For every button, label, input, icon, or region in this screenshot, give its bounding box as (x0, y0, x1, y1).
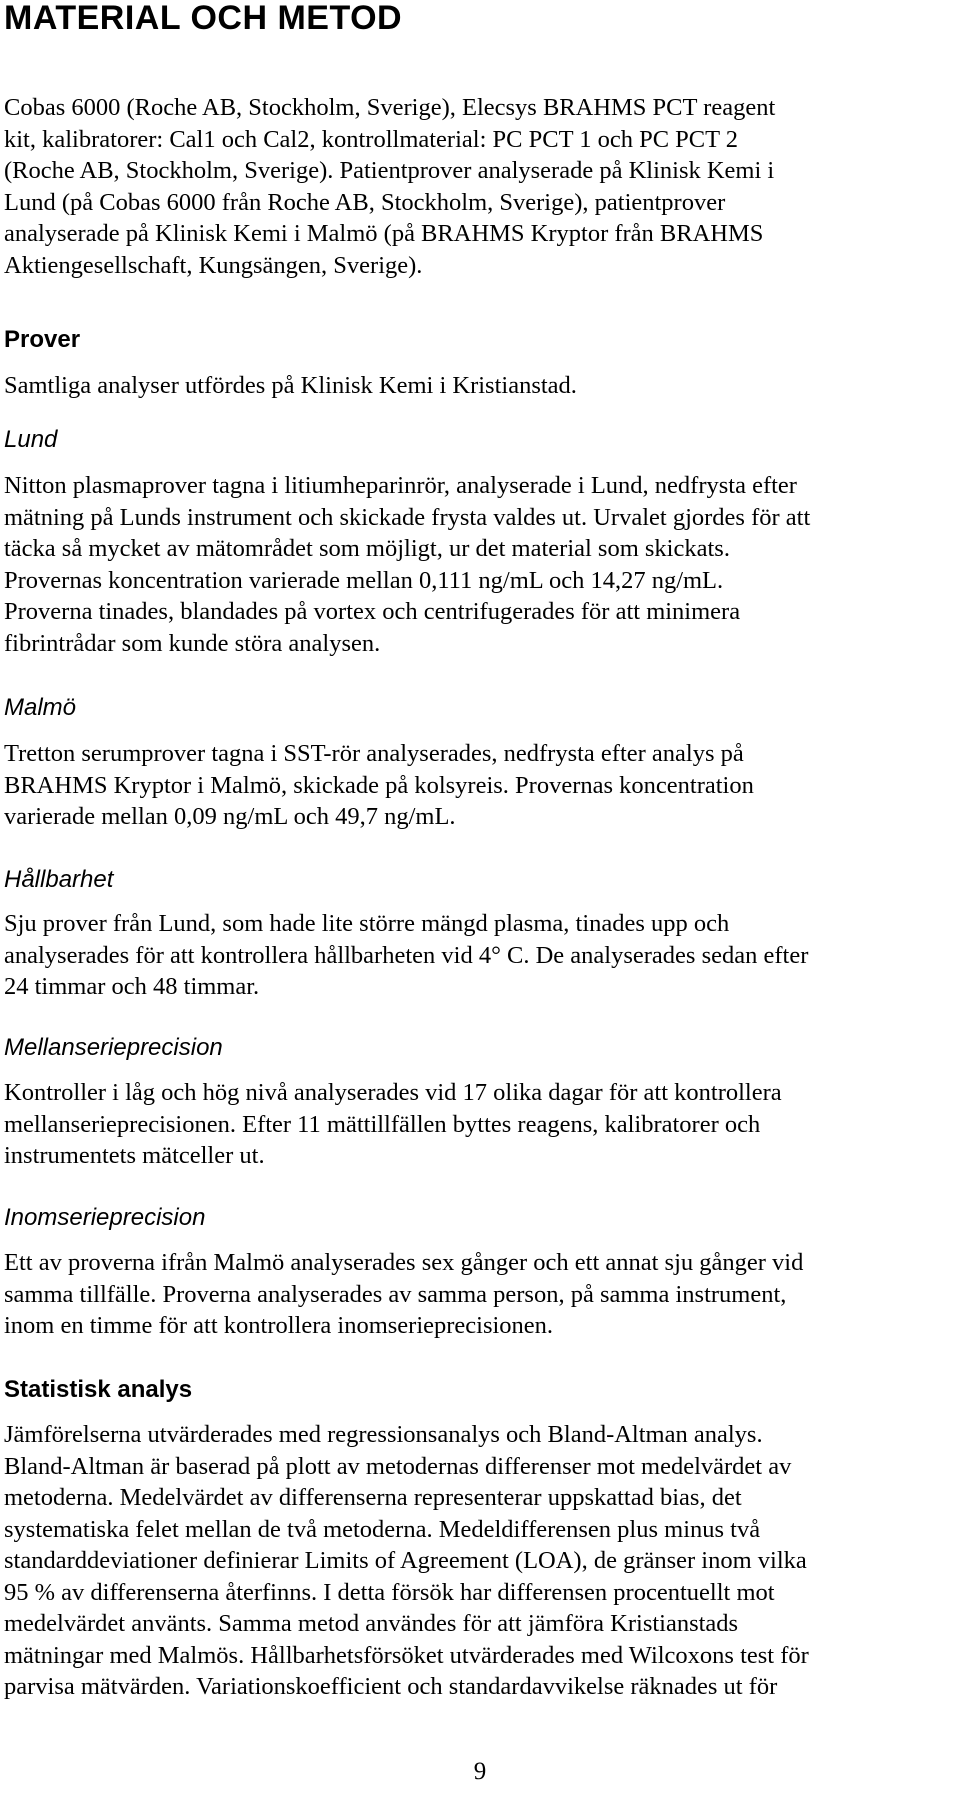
hallbarhet-line: 24 timmar och 48 timmar. (4, 973, 260, 1000)
statistisk-line: standarddeviationer definierar Limits of Agreement (LOA), de gränser inom vilka (4, 1547, 807, 1574)
statistisk-line: parvisa mätvärden. Variationskoefficient och standardavvikelse räknades ut för (4, 1673, 778, 1700)
inomserie-line: Ett av proverna ifrån Malmö analyserades sex gånger och ett annat sju gånger vid (4, 1249, 804, 1276)
statistisk-line: mätningar med Malmös. Hållbarhetsförsöket utvärderades med Wilcoxons test för (4, 1641, 809, 1669)
page-title: MATERIAL OCH METOD (4, 0, 403, 37)
intro-paragraph (4, 92, 952, 281)
lund-line: täcka så mycket av mätområdet som möjligt, ur det material som skickats. (4, 535, 730, 562)
statistisk-line: systematiska felet mellan de två metoderna. Medeldifferensen plus minus två (4, 1515, 761, 1543)
subsection-heading-lund: Lund (4, 426, 58, 453)
inomserie-paragraph (4, 1247, 952, 1342)
intro-line: (Roche AB, Stockholm, Sverige). Patientprover analyserade på Klinisk Kemi i (4, 157, 775, 184)
intro-line: Lund (på Cobas 6000 från Roche AB, Stockholm, Sverige), patientprover (4, 188, 726, 216)
lund-line: fibrintrådar som kunde störa analysen. (4, 629, 381, 657)
section-heading-statistisk-analys: Statistisk analys (4, 1376, 193, 1403)
statistisk-line: Jämförelserna utvärderades med regressionsanalys och Bland-Altman analys. (4, 1421, 763, 1448)
malmo-line: Tretton serumprover tagna i SST-rör analyserades, nedfrysta efter analys på (4, 740, 744, 767)
lund-paragraph (4, 470, 952, 659)
malmo-line: varierade mellan 0,09 ng/mL och 49,7 ng/mL. (4, 803, 456, 830)
mellanserie-line: mellanserieprecisionen. Efter 11 mättillfällen byttes reagens, kalibratorer och (4, 1110, 761, 1138)
intro-line: analyserade på Klinisk Kemi i Malmö (på BRAHMS Kryptor från BRAHMS (4, 220, 764, 247)
statistisk-paragraph (4, 1419, 952, 1703)
malmo-line: BRAHMS Kryptor i Malmö, skickade på kolsyreis. Provernas koncentration (4, 771, 754, 799)
mellanserie-line: instrumentets mätceller ut. (4, 1142, 265, 1169)
hallbarhet-paragraph (4, 908, 952, 1003)
subsection-heading-hallbarhet: Hållbarhet (4, 866, 114, 893)
mellanserie-line: Kontroller i låg och hög nivå analyserades vid 17 olika dagar för att kontrollera (4, 1079, 782, 1106)
subsection-heading-mellanserieprecision: Mellanserieprecision (4, 1034, 223, 1061)
hallbarhet-line: analyserades för att kontrollera hållbarheten vid 4° C. De analyserades sedan efter (4, 941, 809, 969)
intro-line: kit, kalibratorer: Cal1 och Cal2, kontrollmaterial: PC PCT 1 och PC PCT 2 (4, 125, 739, 153)
section-heading-prover: Prover (4, 326, 81, 353)
lund-line: Provernas koncentration varierade mellan 0,111 ng/mL och 14,27 ng/mL. (4, 566, 724, 594)
statistisk-line: medelvärdet använts. Samma metod användes för att jämföra Kristianstads (4, 1610, 739, 1637)
inomserie-line: inom en timme för att kontrollera inomserieprecisionen. (4, 1312, 554, 1339)
mellanserie-paragraph (4, 1077, 952, 1172)
subsection-heading-malmo: Malmö (4, 694, 77, 721)
lund-line: Nitton plasmaprover tagna i litiumheparinrör, analyserade i Lund, nedfrysta efter (4, 472, 797, 499)
statistisk-line: 95 % av differenserna återfinns. I detta försök har differensen procentuellt mot (4, 1578, 775, 1606)
inomserie-line: samma tillfälle. Proverna analyserades av samma person, på samma instrument, (4, 1280, 787, 1308)
hallbarhet-line: Sju prover från Lund, som hade lite större mängd plasma, tinades upp och (4, 910, 730, 937)
prover-line: Samtliga analyser utfördes på Klinisk Kemi i Kristianstad. (4, 372, 577, 399)
statistisk-line: metoderna. Medelvärdet av differenserna representerar uppskattad bias, det (4, 1484, 742, 1511)
lund-line: mätning på Lunds instrument och skickade frysta valdes ut. Urvalet gjordes för att (4, 503, 811, 531)
lund-line: Proverna tinades, blandades på vortex och centrifugerades för att minimera (4, 598, 741, 625)
intro-line: Cobas 6000 (Roche AB, Stockholm, Sverige), Elecsys BRAHMS PCT reagent (4, 94, 776, 121)
statistisk-line: Bland-Altman är baserad på plott av metodernas differenser mot medelvärdet av (4, 1452, 792, 1480)
page-number: 9 (473, 1758, 487, 1785)
prover-paragraph (4, 370, 952, 402)
malmo-paragraph (4, 738, 952, 833)
intro-line: Aktiengesellschaft, Kungsängen, Sverige). (4, 251, 423, 279)
subsection-heading-inomserieprecision: Inomserieprecision (4, 1204, 206, 1231)
